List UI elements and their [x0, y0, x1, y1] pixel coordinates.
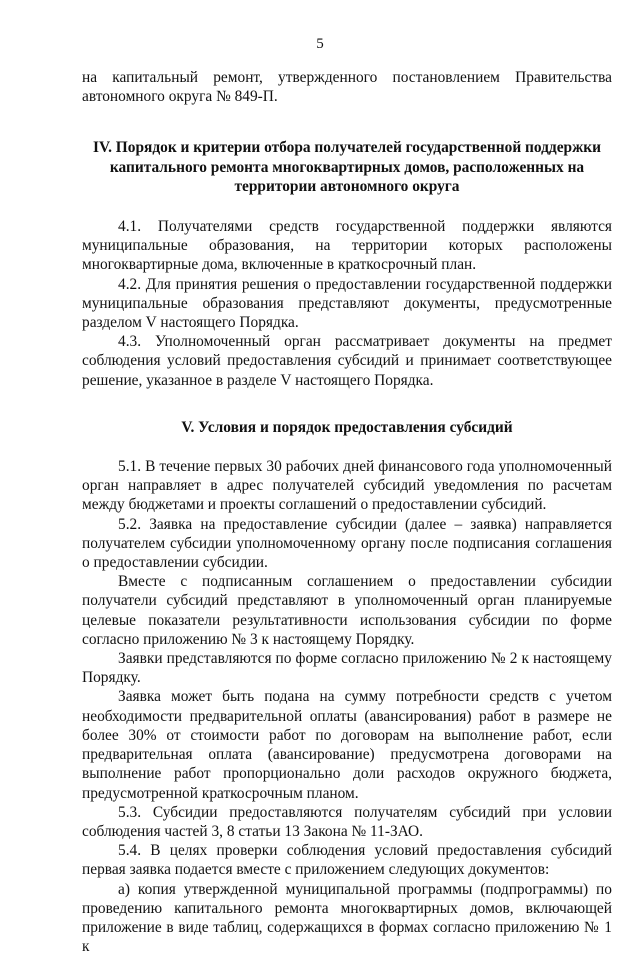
paragraph-5-4-a: а) копия утвержденной муниципальной программы (подпрограммы) по проведению капитального ремонта многоквартирных домов, включающей приложение в виде таблиц, содержащихся в формах согласно приложению № 1 к — [82, 880, 612, 956]
paragraph-5-2-forms: Заявки представляются по форме согласно приложению № 2 к настоящему Порядку. — [82, 650, 612, 687]
section-4-heading: IV. Порядок и критерии отбора получателей государственной поддержки капитального ремонта многоквартирных домов, расположенных на территории автономного округа — [92, 139, 602, 195]
paragraph-5-1: 5.1. В течение первых 30 рабочих дней финансового года уполномоченный орган направляет в адрес получателей субсидий уведомления по расчетам между бюджетами и проекты соглашений о предоставлении субсидий. — [82, 458, 612, 514]
section-5-heading: V. Условия и порядок предоставления субсидий — [181, 418, 513, 436]
intro-paragraph: на капитальный ремонт, утвержденного постановлением Правительства автономного округа № 849-П. — [82, 69, 612, 106]
paragraph-5-3: 5.3. Субсидии предоставляются получателям субсидий при условии соблюдения частей 3, 8 статьи 13 Закона № 11-ЗАО. — [82, 803, 612, 840]
paragraph-5-2-advance: Заявка может быть подана на сумму потребности средств с учетом необходимости предварительной оплаты (авансирования) работ в размере не более 30% от стоимости работ по договорам на выполнение работ, если предварительная оплата (авансирование) предусмотрена договорами на выполнение работ пропорционально доли расходов окружного бюджета, предусмотренной краткосрочным планом. — [82, 688, 612, 802]
document-body — [82, 68, 612, 956]
page-number: 5 — [316, 36, 324, 52]
paragraph-5-4: 5.4. В целях проверки соблюдения условий предоставления субсидий первая заявка подается вместе с приложением следующих документов: — [82, 842, 612, 879]
paragraph-4-3: 4.3. Уполномоченный орган рассматривает документы на предмет соблюдения условий предоставления субсидий и принимает соответствующее решение, указанное в разделе V настоящего Порядка. — [82, 333, 612, 389]
paragraph-4-1: 4.1. Получателями средств государственной поддержки являются муниципальные образования, на территории которых расположены многоквартирные дома, включенные в краткосрочный план. — [82, 218, 612, 274]
paragraph-5-2-together: Вместе с подписанным соглашением о предоставлении субсидии получатели субсидий представляют в уполномоченный орган планируемые целевые показатели результативности использования субсидии по форме согласно приложению № 3 к настоящему Порядку. — [82, 573, 612, 648]
paragraph-4-2: 4.2. Для принятия решения о предоставлении государственной поддержки муниципальные образования представляют документы, предусмотренные разделом V настоящего Порядка. — [82, 275, 612, 332]
paragraph-5-2: 5.2. Заявка на предоставление субсидии (далее – заявка) направляется получателем субсидии уполномоченному органу после подписания соглашения о предоставлении субсидии. — [82, 515, 612, 572]
